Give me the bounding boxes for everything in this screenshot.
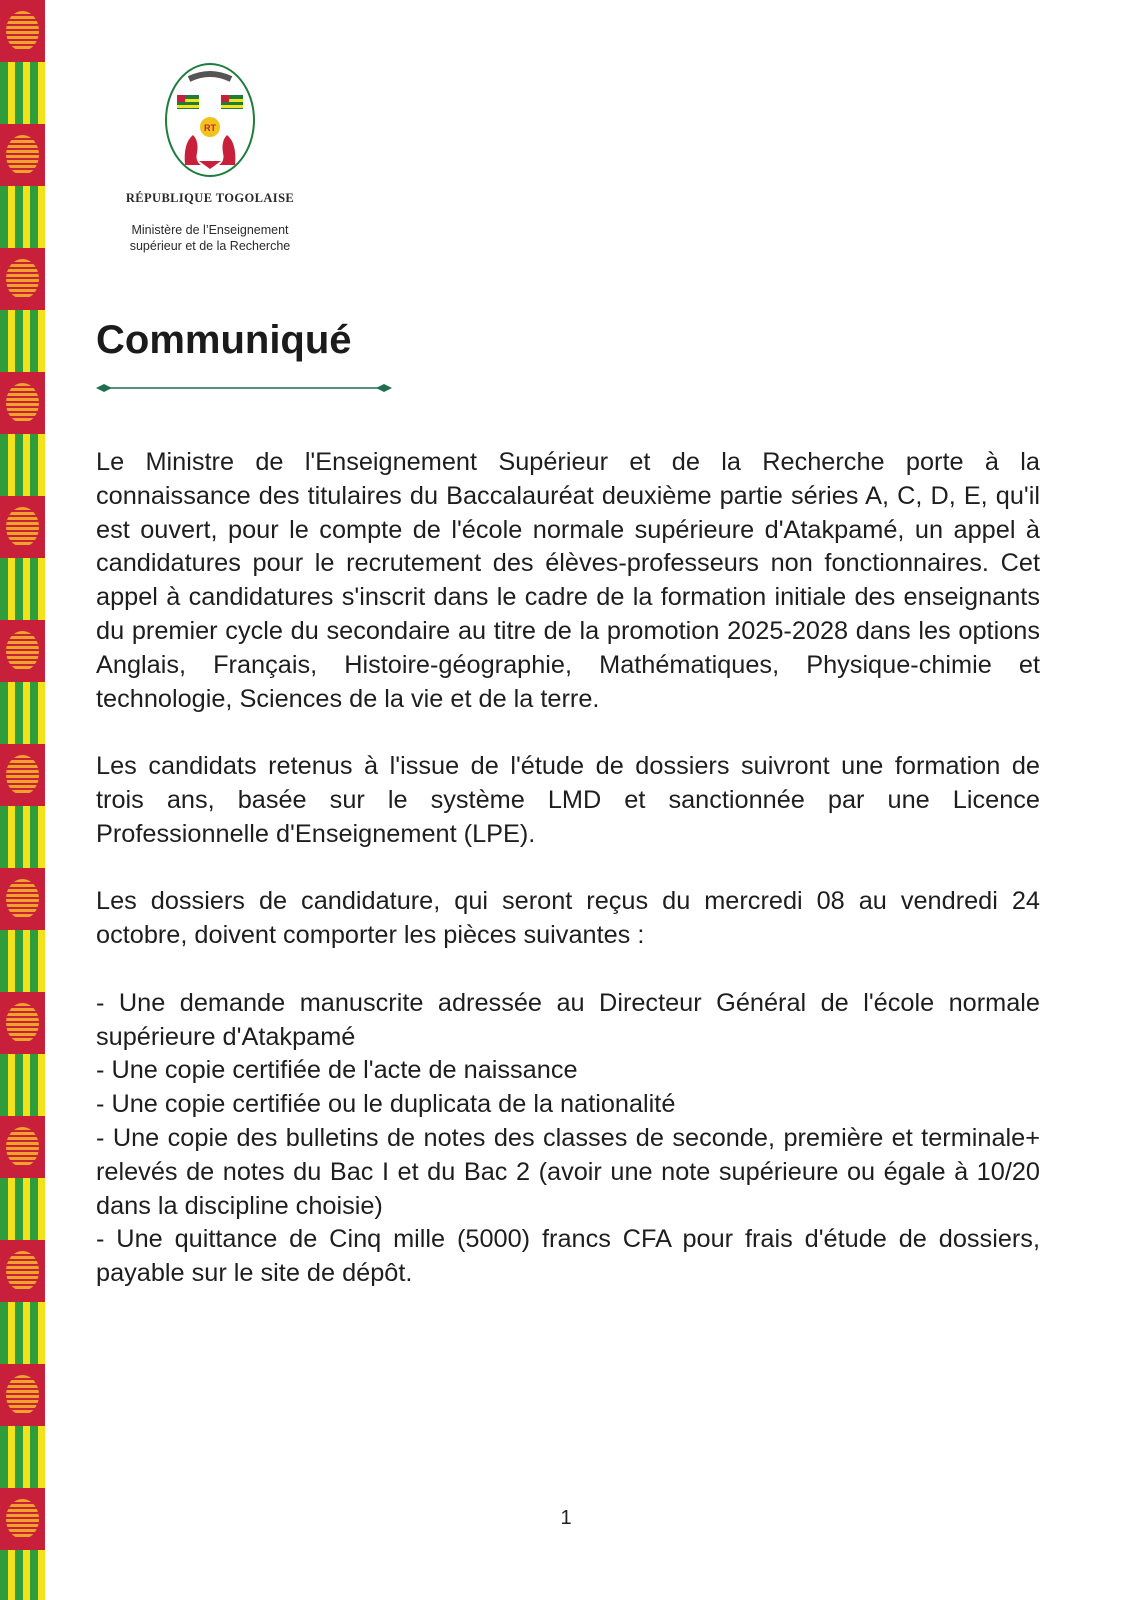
- border-motif-icon: [6, 259, 39, 299]
- list-item: - Une demande manuscrite adressée au Directeur Général de l'école normale supérieure d'Atakpamé: [96, 988, 1040, 1051]
- list-item: - Une quittance de Cinq mille (5000) francs CFA pour frais d'étude de dossiers, payable sur le site de dépôt.: [96, 1225, 1040, 1288]
- border-motif-icon: [6, 1127, 39, 1167]
- communique-body: [96, 446, 1040, 1291]
- border-motif-icon: [6, 1251, 39, 1291]
- ministry-name: [95, 222, 325, 254]
- page-number: 1: [560, 1507, 572, 1529]
- paragraph-intro: Le Ministre de l'Enseignement Supérieur et de la Recherche porte à la connaissance des titulaires du Baccalauréat deuxième partie séries A, C, D, E, qu'il est ouvert, pour le compte de l'école normale supérieure d'Atakpamé, un appel à candidatures pour le recrutement des élèves-professeurs non fonctionnaires. Cet appel à candidatures s'inscrit dans le cadre de la formation initiale des enseignants du premier cycle du secondaire au titre de la promotion 2025-2028 dans les options Anglais, Français, Histoire-géographie, Mathématiques, Physique-chimie et technologie, Sciences de la vie et de la terre.: [96, 448, 1040, 713]
- paragraph-dossiers: Les dossiers de candidature, qui seront reçus du mercredi 08 au vendredi 24 octobre, doivent comporter les pièces suivantes :: [96, 887, 1040, 950]
- border-motif-icon: [6, 1003, 39, 1043]
- ministry-line-1: Ministère de l’Enseignement: [131, 223, 289, 237]
- paragraph-training: Les candidats retenus à l'issue de l'étude de dossiers suivront une formation de trois ans, basée sur le système LMD et sanctionnée par une Licence Professionnelle d'Enseignement (LPE).: [96, 752, 1040, 848]
- list-item: - Une copie certifiée de l'acte de naissance: [96, 1056, 578, 1085]
- border-motif-icon: [6, 507, 39, 547]
- emblem-icon: [165, 63, 255, 177]
- decorative-border: [0, 0, 45, 1600]
- ministry-line-2: supérieur et de la Recherche: [129, 239, 291, 253]
- border-motif-icon: [6, 755, 39, 795]
- border-motif-icon: [6, 11, 39, 51]
- coat-of-arms-block: [95, 55, 325, 254]
- border-motif-icon: [6, 1375, 39, 1415]
- list-item: - Une copie des bulletins de notes des classes de seconde, première et terminale+ relevés de notes du Bac I et du Bac 2 (avoir une note supérieure ou égale à 10/20 dans la discipline choisie): [96, 1123, 1040, 1220]
- list-item: - Une copie certifiée ou le duplicata de la nationalité: [96, 1090, 676, 1119]
- emblem-badge: RT: [204, 123, 216, 133]
- border-motif-icon: [6, 383, 39, 423]
- border-motif-icon: [6, 631, 39, 671]
- page-title: Communiqué: [96, 318, 352, 362]
- border-motif-icon: [6, 135, 39, 175]
- border-motif-icon: [6, 879, 39, 919]
- title-divider: [96, 383, 392, 393]
- requirements-list: [96, 987, 1040, 1291]
- country-name: RÉPUBLIQUE TOGOLAISE: [125, 191, 295, 205]
